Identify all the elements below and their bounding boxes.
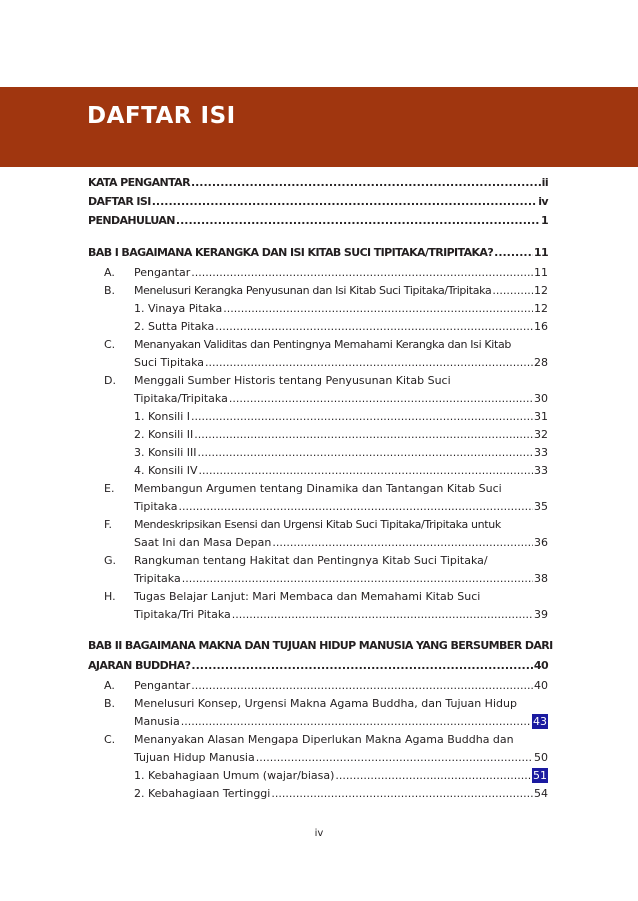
toc-entry-label-line1: Tugas Belajar Lanjut: Mari Membaca dan Memahami Kitab Suci [134, 590, 481, 603]
toc-entry-bab1-d3[interactable] [134, 445, 548, 460]
toc-entry-label: BAB I BAGAIMANA KERANGKA DAN ISI KITAB SUCI TIPITAKA/TRIPITAKA? [88, 246, 494, 259]
toc-entry-bab1-f[interactable] [134, 535, 548, 550]
toc-entry-label: Saat Ini dan Masa Depan [134, 536, 272, 549]
toc-entry-page: 36 [534, 536, 548, 549]
leader-dots [191, 658, 532, 673]
toc-entry-bab1-b2[interactable] [134, 319, 548, 334]
leader-dots [215, 319, 533, 334]
toc-entry-page: 35 [534, 500, 548, 513]
toc-entry-label-line1: Menanyakan Validitas dan Pentingnya Memahami Kerangka dan Isi Kitab [134, 338, 511, 351]
toc-entry-page: 54 [534, 787, 548, 800]
toc-entry-label-line1: Rangkuman tentang Hakitat dan Pentingnya Kitab Suci Tipitaka/ [134, 554, 488, 567]
toc-marker: A. [104, 266, 115, 279]
toc-entry-page: 12 [534, 284, 548, 297]
toc-entry-daftar-isi[interactable] [88, 194, 548, 209]
toc-entry-bab1-b1[interactable] [134, 301, 548, 316]
toc-entry-bab1-a[interactable] [134, 265, 548, 280]
leader-dots [191, 409, 533, 424]
leader-dots [176, 213, 540, 228]
toc-entry-pendahuluan[interactable] [88, 213, 548, 228]
toc-entry-label: 1. Konsili I [134, 410, 190, 423]
toc-entry-page-highlighted: 43 [533, 715, 547, 728]
toc-entry-label: 1. Kebahagiaan Umum (wajar/biasa) [134, 769, 335, 782]
toc-entry-page: 38 [534, 572, 548, 585]
toc-marker: H. [104, 590, 116, 603]
toc-marker: A. [104, 679, 115, 692]
toc-entry-label: Menelusuri Kerangka Penyusunan dan Isi Kitab Suci Tipitaka/Tripitaka [134, 284, 492, 297]
leader-dots [194, 427, 533, 442]
toc-entry-page: 16 [534, 320, 548, 333]
toc-entry-label: Tripitaka [134, 572, 181, 585]
toc-entry-label: Tipitaka/Tri Pitaka [134, 608, 231, 621]
toc-marker: B. [104, 284, 116, 297]
page-number: iv [314, 828, 324, 839]
toc-entry-label: Tujuan Hidup Manusia [134, 751, 255, 764]
leader-dots [494, 245, 533, 260]
page-title: DAFTAR ISI [87, 103, 236, 129]
toc-entry-page: 1 [540, 214, 548, 227]
toc-entry-label: 2. Konsili II [134, 428, 194, 441]
toc-entry-bab2-b[interactable] [134, 714, 548, 729]
toc-entry-bab2-a[interactable] [134, 678, 548, 693]
toc-marker: C. [104, 733, 116, 746]
toc-entry-bab1-b[interactable] [134, 283, 548, 298]
toc-entry-page: iv [538, 195, 548, 208]
toc-entry-label: 3. Konsili III [134, 446, 197, 459]
leader-dots [178, 499, 533, 514]
toc-entry-label: AJARAN BUDDHA? [88, 659, 191, 672]
toc-entry-kata-pengantar[interactable] [88, 175, 548, 190]
toc-entry-bab1-d2[interactable] [134, 427, 548, 442]
toc-entry-page: ii [541, 176, 548, 189]
toc-entry-bab1-h[interactable] [134, 607, 548, 622]
leader-dots [191, 265, 533, 280]
leader-dots [492, 283, 533, 298]
toc-entry-page: 32 [534, 428, 548, 441]
toc-entry-page: 11 [534, 266, 548, 279]
leader-dots [271, 786, 533, 801]
leader-dots [232, 607, 533, 622]
leader-dots [205, 355, 533, 370]
toc-marker: D. [104, 374, 116, 387]
toc-entry-label: PENDAHULUAN [88, 214, 175, 227]
toc-entry-label: Manusia [134, 715, 180, 728]
toc-entry-bab1-d1[interactable] [134, 409, 548, 424]
toc-entry-page: 40 [534, 679, 548, 692]
leader-dots [152, 194, 538, 209]
toc-entry-page: 40 [533, 659, 548, 672]
toc-entry-page: 33 [534, 464, 548, 477]
leader-dots [256, 750, 533, 765]
leader-dots [229, 391, 533, 406]
toc-marker: G. [104, 554, 117, 567]
toc-entry-page-highlighted: 51 [533, 769, 547, 782]
toc-entry-page: 28 [534, 356, 548, 369]
toc-entry-page: 50 [534, 751, 548, 764]
toc-marker: E. [104, 482, 115, 495]
toc-entry-page: 39 [534, 608, 548, 621]
toc-marker: F. [104, 518, 113, 531]
toc-entry-label: Suci Tipitaka [134, 356, 205, 369]
leader-dots [223, 301, 533, 316]
toc-entry-bab1-d4[interactable] [134, 463, 548, 478]
toc-entry-bab1-g[interactable] [134, 571, 548, 586]
toc-entry-label: DAFTAR ISI [88, 195, 151, 208]
toc-entry-label: 2. Sutta Pitaka [134, 320, 215, 333]
toc-entry-label-line1: Menggali Sumber Historis tentang Penyusunan Kitab Suci [134, 374, 451, 387]
toc-entry-bab-2[interactable] [88, 658, 548, 673]
toc-marker: C. [104, 338, 116, 351]
leader-dots [199, 463, 533, 478]
toc-entry-page: 33 [534, 446, 548, 459]
toc-marker: B. [104, 697, 116, 710]
toc-entry-label: Pengantar [134, 679, 191, 692]
leader-dots [335, 768, 531, 783]
leader-dots [191, 678, 533, 693]
toc-entry-label: KATA PENGANTAR [88, 176, 190, 189]
toc-entry-page: 31 [534, 410, 548, 423]
toc-entry-page: 11 [533, 246, 548, 259]
leader-dots [182, 571, 533, 586]
leader-dots [181, 714, 531, 729]
toc-entry-label: Pengantar [134, 266, 191, 279]
toc-entry-page: 12 [534, 302, 548, 315]
toc-entry-label: 1. Vinaya Pitaka [134, 302, 223, 315]
toc-entry-bab1-d[interactable] [134, 391, 548, 406]
toc-entry-bab1-e[interactable] [134, 499, 548, 514]
leader-dots [191, 175, 541, 190]
toc-entry-label-line1: Menanyakan Alasan Mengapa Diperlukan Makna Agama Buddha dan [134, 733, 514, 746]
toc-entry-label: 2. Kebahagiaan Tertinggi [134, 787, 271, 800]
leader-dots [272, 535, 533, 550]
toc-entry-label-line1: Menelusuri Konsep, Urgensi Makna Agama Buddha, dan Tujuan Hidup [134, 697, 517, 710]
toc-entry-bab-1[interactable] [88, 245, 548, 260]
toc-entry-bab2-c[interactable] [134, 750, 548, 765]
toc-entry-label-line1: BAB II BAGAIMANA MAKNA DAN TUJUAN HIDUP MANUSIA YANG BERSUMBER DARI [88, 639, 553, 652]
toc-entry-label: Tipitaka [134, 500, 178, 513]
toc-entry-label-line1: Mendeskripsikan Esensi dan Urgensi Kitab Suci Tipitaka/Tripitaka untuk [134, 518, 501, 531]
toc-entry-label: 4. Konsili IV [134, 464, 198, 477]
toc-entry-bab2-c1[interactable] [134, 768, 548, 783]
toc-entry-label-line1: Membangun Argumen tentang Dinamika dan Tantangan Kitab Suci [134, 482, 502, 495]
toc-entry-page: 30 [534, 392, 548, 405]
toc-entry-bab2-c2[interactable] [134, 786, 548, 801]
toc-entry-bab1-c[interactable] [134, 355, 548, 370]
toc-entry-label: Tipitaka/Tripitaka [134, 392, 228, 405]
leader-dots [198, 445, 534, 460]
